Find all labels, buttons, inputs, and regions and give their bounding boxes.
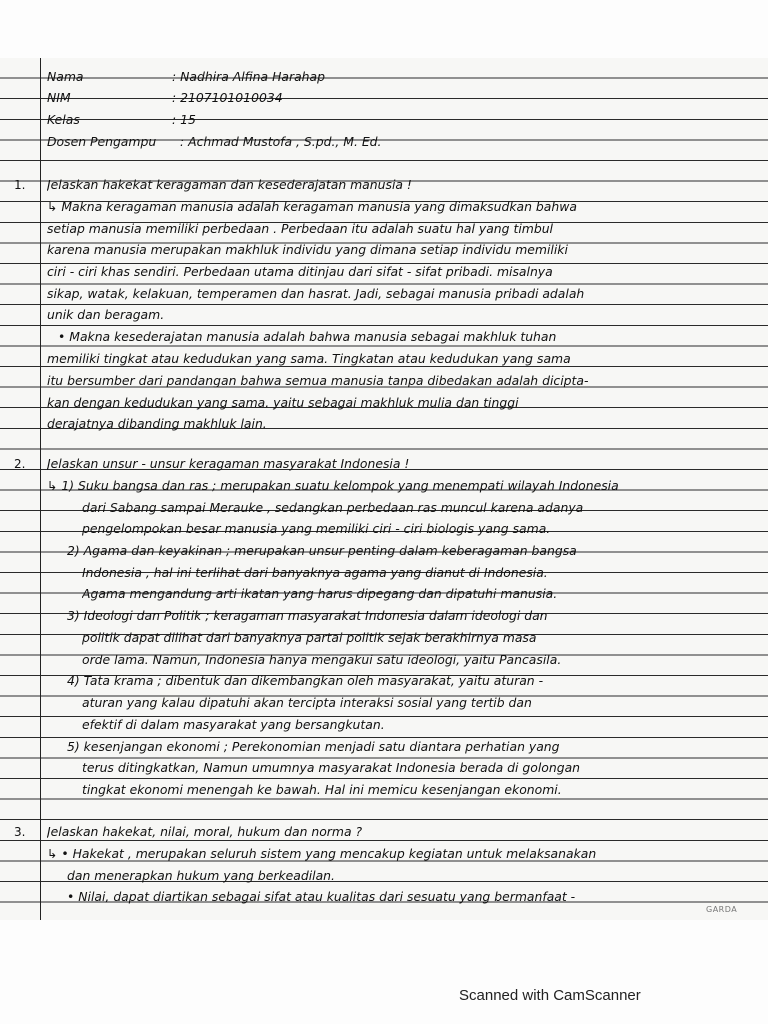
question-text: Jelaskan hakekat keragaman dan kesederajatan manusia !: [47, 177, 412, 192]
answer-line: aturan yang kalau dipatuhi akan tercipta interaksi sosial yang tertib dan: [82, 695, 532, 710]
answer-line: derajatnya dibanding makhluk lain.: [47, 416, 267, 431]
answer-line: itu bersumber dari pandangan bahwa semua manusia tanpa dibedakan adalah dicipta-: [47, 373, 589, 388]
question-number: 3.: [14, 825, 26, 839]
answer-line: kan dengan kedudukan yang sama. yaitu sebagai makhluk mulia dan tinggi: [47, 395, 519, 410]
answer-line: ↳ 1) Suku bangsa dan ras ; merupakan suatu kelompok yang menempati wilayah Indonesia: [47, 478, 619, 493]
answer-line: Indonesia , hal ini terlihat dari banyaknya agama yang dianut di Indonesia.: [82, 565, 548, 580]
question-number: 1.: [14, 178, 26, 192]
answer-line: 4) Tata krama ; dibentuk dan dikembangkan oleh masyarakat, yaitu aturan -: [67, 673, 544, 688]
name-value: : Nadhira Alfina Harahap: [172, 69, 325, 84]
answer-line: 2) Agama dan keyakinan ; merupakan unsur penting dalam keberagaman bangsa: [67, 543, 577, 558]
name-label: Nama: [47, 69, 84, 84]
question-text: Jelaskan hakekat, nilai, moral, hukum dan norma ?: [47, 824, 363, 839]
kelas-label: Kelas: [47, 112, 80, 127]
answer-line: pengelompokan besar manusia yang memiliki ciri - ciri biologis yang sama.: [82, 521, 551, 536]
answer-line: • Makna kesederajatan manusia adalah bahwa manusia sebagai makhluk tuhan: [58, 329, 557, 344]
answer-line: ↳ • Hakekat , merupakan seluruh sistem yang mencakup kegiatan untuk melaksanakan: [47, 846, 597, 861]
answer-line: • Nilai, dapat diartikan sebagai sifat atau kualitas dari sesuatu yang bermanfaat -: [67, 889, 576, 904]
paper-brand-mark: GARDA: [706, 905, 738, 914]
answer-line: terus ditingkatkan, Namun umumnya masyarakat Indonesia berada di golongan: [82, 760, 581, 775]
dosen-value: : Achmad Mustofa , S.pd., M. Ed.: [180, 134, 382, 149]
answer-line: dari Sabang sampai Merauke , sedangkan perbedaan ras muncul karena adanya: [82, 500, 584, 515]
dosen-label: Dosen Pengampu: [47, 134, 157, 149]
answer-line: orde lama. Namun, Indonesia hanya mengakui satu ideologi, yaitu Pancasila.: [82, 652, 562, 667]
kelas-value: : 15: [172, 112, 196, 127]
answer-line: memiliki tingkat atau kedudukan yang sama. Tingkatan atau kedudukan yang sama: [47, 351, 571, 366]
answer-line: 3) Ideologi dan Politik ; keragaman masyarakat Indonesia dalam ideologi dan: [67, 608, 548, 623]
question-number: 2.: [14, 457, 26, 471]
answer-line: efektif di dalam masyarakat yang bersangkutan.: [82, 717, 385, 732]
answer-line: setiap manusia memiliki perbedaan . Perbedaan itu adalah suatu hal yang timbul: [47, 221, 553, 236]
question-text: Jelaskan unsur - unsur keragaman masyarakat Indonesia !: [47, 456, 410, 471]
margin-line: [40, 58, 41, 920]
answer-line: tingkat ekonomi menengah ke bawah. Hal ini memicu kesenjangan ekonomi.: [82, 782, 562, 797]
nim-value: : 2107101010034: [172, 90, 283, 105]
answer-line: 5) kesenjangan ekonomi ; Perekonomian menjadi satu diantara perhatian yang: [67, 739, 560, 754]
scanner-watermark: Scanned with CamScanner: [459, 987, 641, 1004]
answer-line: ciri - ciri khas sendiri. Perbedaan utama ditinjau dari sifat - sifat pribadi. misalnya: [47, 264, 553, 279]
nim-label: NIM: [47, 90, 71, 105]
answer-line: ↳ Makna keragaman manusia adalah keragaman manusia yang dimaksudkan bahwa: [47, 199, 577, 214]
answer-line: sikap, watak, kelakuan, temperamen dan hasrat. Jadi, sebagai manusia pribadi adalah: [47, 286, 585, 301]
answer-line: dan menerapkan hukum yang berkeadilan.: [67, 868, 335, 883]
answer-line: Agama mengandung arti ikatan yang harus dipegang dan dipatuhi manusia.: [82, 586, 558, 601]
answer-line: karena manusia merupakan makhluk individu yang dimana setiap individu memiliki: [47, 242, 568, 257]
answer-line: politik dapat dilihat dari banyaknya partai politik sejak berakhirnya masa: [82, 630, 537, 645]
answer-line: unik dan beragam.: [47, 307, 165, 322]
